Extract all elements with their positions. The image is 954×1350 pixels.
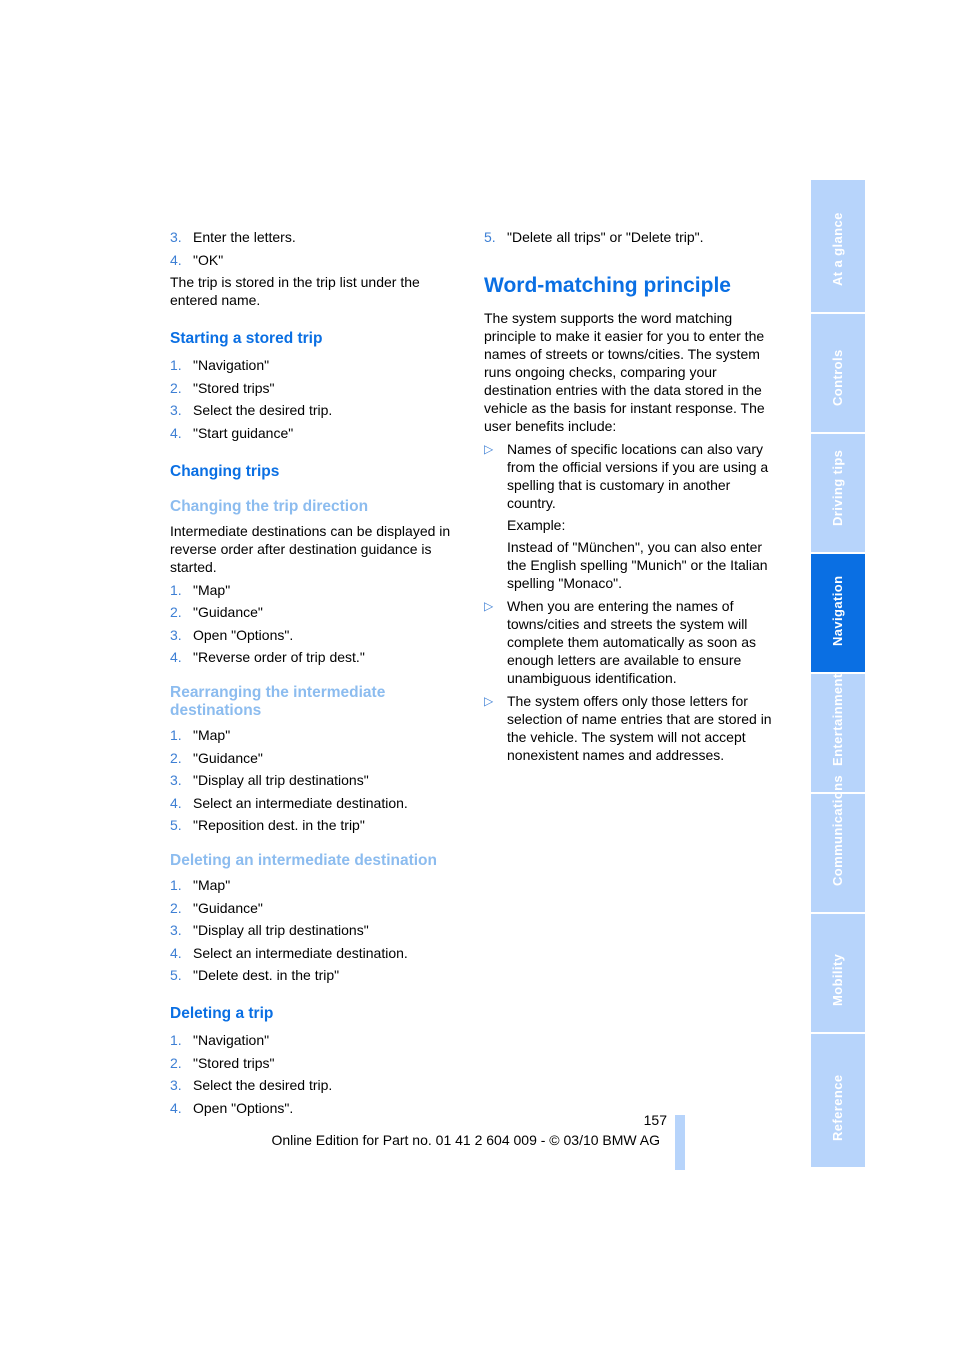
list-item: 3. "Display all trip destinations" [170, 922, 369, 938]
deleting-trip-steps [170, 1031, 460, 1117]
heading-word-matching-principle: Word-matching principle [484, 274, 731, 297]
word-matching-intro: The system supports the word matching principle to make it easier for you to enter the names of streets or towns/cities. The system runs ongoing checks, comparing your destination entries with the data stored in the vehicle as the basis for instant response. The user benefits include: [484, 310, 765, 434]
list-item: 3. Select the desired trip. [170, 402, 333, 418]
tab-communications[interactable]: Communications [811, 794, 865, 914]
list-item: 5. "Delete all trips" or "Delete trip". [484, 229, 704, 245]
list-item: 3. Open "Options". [170, 626, 294, 643]
triangle-right-icon: ▷ [484, 442, 494, 456]
example-label: Example: [507, 517, 566, 533]
changing-direction-steps [170, 581, 460, 667]
list-item: ▷ When you are entering the names of towns/cities and streets the system will complete them automatically as soon as enough letters are available to ensure unambiguous identification. [484, 598, 757, 686]
heading-changing-trips: Changing trips [170, 462, 280, 480]
tab-at-a-glance[interactable]: At a glance [811, 180, 865, 314]
intro-note: The trip is stored in the trip list under the entered name. [170, 274, 420, 308]
list-item: ▷ Names of specific locations can also vary from the official versions if you are using a spelling that is customary in another country. Example: Instead of "München", you can also enter the English spelling "Munich" or the Italian spelling "Monaco". [484, 440, 780, 592]
list-item: 3. Enter the letters. [170, 229, 296, 245]
list-item: 2. "Guidance" [170, 604, 263, 620]
list-item: 4. "Start guidance" [170, 424, 294, 441]
page-number: 157 [643, 1112, 667, 1128]
rearranging-steps [170, 726, 460, 834]
list-item: 3. "Display all trip destinations" [170, 772, 369, 788]
footer-edition-text: Online Edition for Part no. 01 41 2 604 009 - © 03/10 BMW AG [271, 1132, 660, 1148]
heading-starting-stored-trip: Starting a stored trip [170, 330, 323, 347]
list-item: 1. "Map" [170, 727, 231, 743]
list-item: 3. Select the desired trip. [170, 1077, 333, 1093]
intro-steps [170, 228, 460, 269]
delete-trip-final-step [484, 228, 780, 246]
example-text: Instead of "München", you can also enter the English spelling "Munich" or the Italian spelling "Monaco". [507, 539, 768, 591]
list-item: 4. "OK" [170, 251, 224, 268]
list-item: 2. "Stored trips" [170, 379, 275, 396]
starting-trip-steps [170, 356, 460, 442]
tab-controls[interactable]: Controls [811, 314, 865, 434]
list-item: 4. "Reverse order of trip dest." [170, 649, 365, 665]
heading-deleting-trip: Deleting a trip [170, 1005, 274, 1022]
heading-deleting-intermediate-destination: Deleting an intermediate destination [170, 852, 437, 869]
list-item: 1. "Navigation" [170, 357, 270, 373]
triangle-right-icon: ▷ [484, 694, 494, 708]
list-item: 5. "Reposition dest. in the trip" [170, 817, 365, 833]
list-item: 2. "Guidance" [170, 749, 263, 766]
list-item: 1. "Map" [170, 877, 231, 893]
changing-direction-description: Intermediate destinations can be displayed in reverse order after destination guidance is started. [170, 522, 451, 575]
list-item: 4. Select an intermediate destination. [170, 794, 408, 811]
list-item: 4. Open "Options". [170, 1099, 294, 1116]
tab-navigation[interactable]: Navigation [811, 554, 865, 674]
list-item: 1. "Map" [170, 581, 231, 598]
tab-reference[interactable]: Reference [811, 1034, 865, 1167]
deleting-intermediate-steps [170, 876, 460, 984]
tab-entertainment[interactable]: Entertainment [811, 674, 865, 794]
list-item: ▷ The system offers only those letters for selection of name entries that are stored in the vehicle. The system will not accept nonexistent names and addresses. [484, 693, 772, 763]
list-item: 4. Select an intermediate destination. [170, 944, 408, 961]
triangle-right-icon: ▷ [484, 599, 494, 613]
tab-mobility[interactable]: Mobility [811, 914, 865, 1034]
list-item: 5. "Delete dest. in the trip" [170, 967, 340, 983]
tab-driving-tips[interactable]: Driving tips [811, 434, 865, 554]
heading-rearranging-destinations: Rearranging the intermediate destinations [170, 684, 386, 719]
list-item: 2. "Guidance" [170, 899, 263, 916]
left-column [170, 228, 460, 1121]
list-item: 2. "Stored trips" [170, 1054, 275, 1071]
footer-accent-bar [675, 1115, 685, 1170]
list-item: 1. "Navigation" [170, 1032, 270, 1048]
right-column [484, 228, 780, 769]
word-matching-benefits [484, 440, 780, 764]
heading-changing-trip-direction: Changing the trip direction [170, 497, 369, 515]
